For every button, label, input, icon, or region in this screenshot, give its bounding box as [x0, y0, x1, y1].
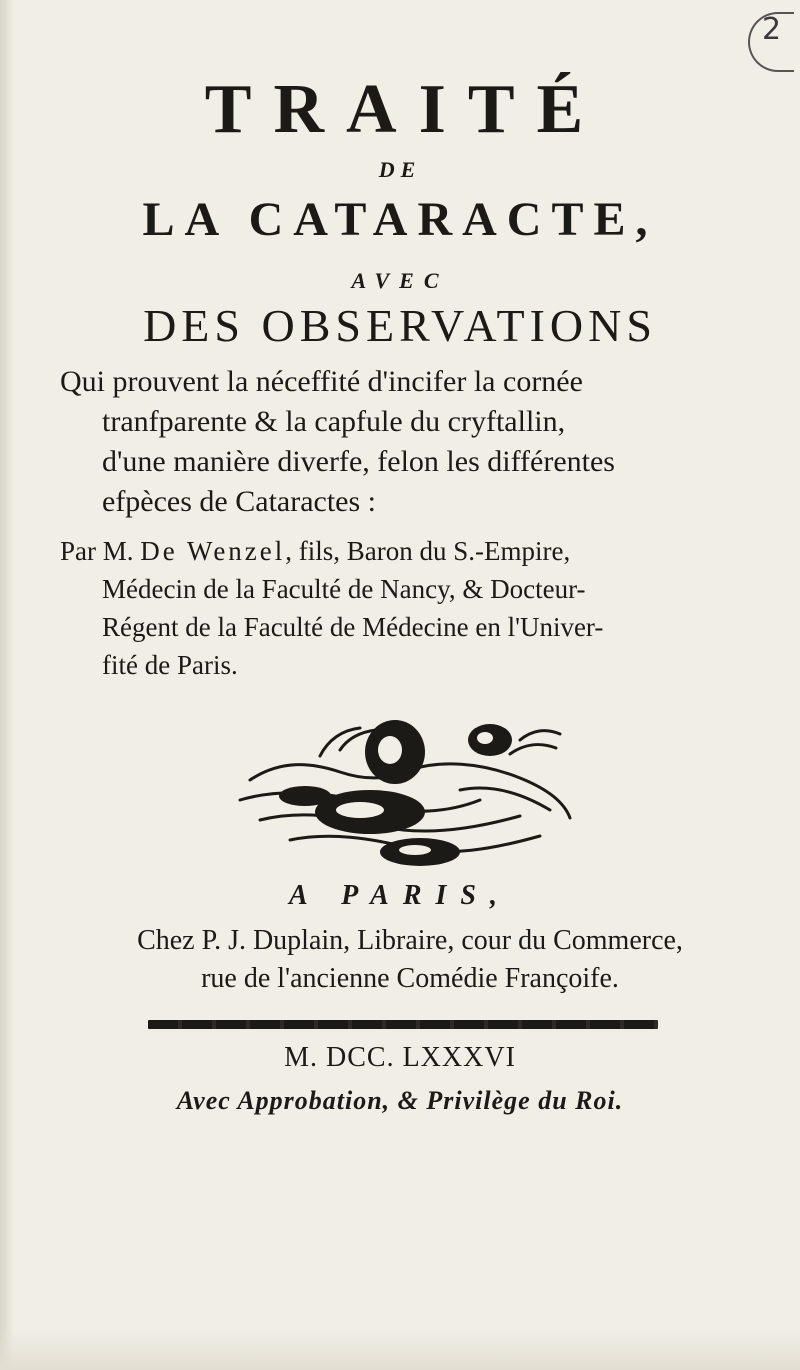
imprint-line: Chez P. J. Duplain, Libraire, cour du Commerce, — [137, 925, 683, 956]
description-line: tranfparente & la capfule du cryftallin, — [102, 405, 566, 438]
author-line: fité de Paris. — [102, 650, 238, 680]
title-cataracte: LA CATARACTE, — [142, 193, 658, 246]
shelfmark-number: 2 — [762, 12, 782, 47]
title-avec: AVEC — [351, 268, 449, 293]
author-line — [60, 532, 770, 570]
description-line: Qui prouvent la néceffité d'incifer la cornée — [60, 365, 583, 398]
ornamental-rule — [148, 1020, 658, 1029]
shelfmark — [748, 8, 796, 64]
imprint-block — [60, 922, 760, 998]
page-bottom-shadow — [0, 1330, 800, 1370]
imprint-line: rue de l'ancienne Comédie Françoife. — [201, 963, 619, 994]
page-edge-shadow — [0, 0, 14, 1370]
publication-date: M. DCC. LXXXVI — [284, 1042, 516, 1073]
title-de: DE — [378, 157, 422, 182]
description-paragraph — [60, 362, 760, 522]
title-observations: DES OBSERVATIONS — [143, 300, 657, 351]
author-paragraph — [60, 532, 770, 684]
description-line: d'une manière diverfe, felon les différentes — [102, 445, 615, 478]
title-traite: TRAITÉ — [204, 71, 606, 148]
imprint-place: A PARIS, — [289, 880, 511, 911]
author-line: Régent de la Faculté de Médecine en l'Univer- — [102, 612, 604, 642]
description-line: efpèces de Cataractes : — [102, 485, 376, 518]
author-title: , fils, Baron du S.-Empire, — [285, 536, 571, 566]
author-prefix: Par M. — [60, 536, 141, 566]
author-line: Médecin de la Faculté de Nancy, & Docteur- — [102, 574, 586, 604]
author-name: De Wenzel — [140, 536, 286, 566]
privilege-line: Avec Approbation, & Privilège du Roi. — [176, 1086, 624, 1115]
cherub-vignette-icon — [220, 700, 590, 872]
